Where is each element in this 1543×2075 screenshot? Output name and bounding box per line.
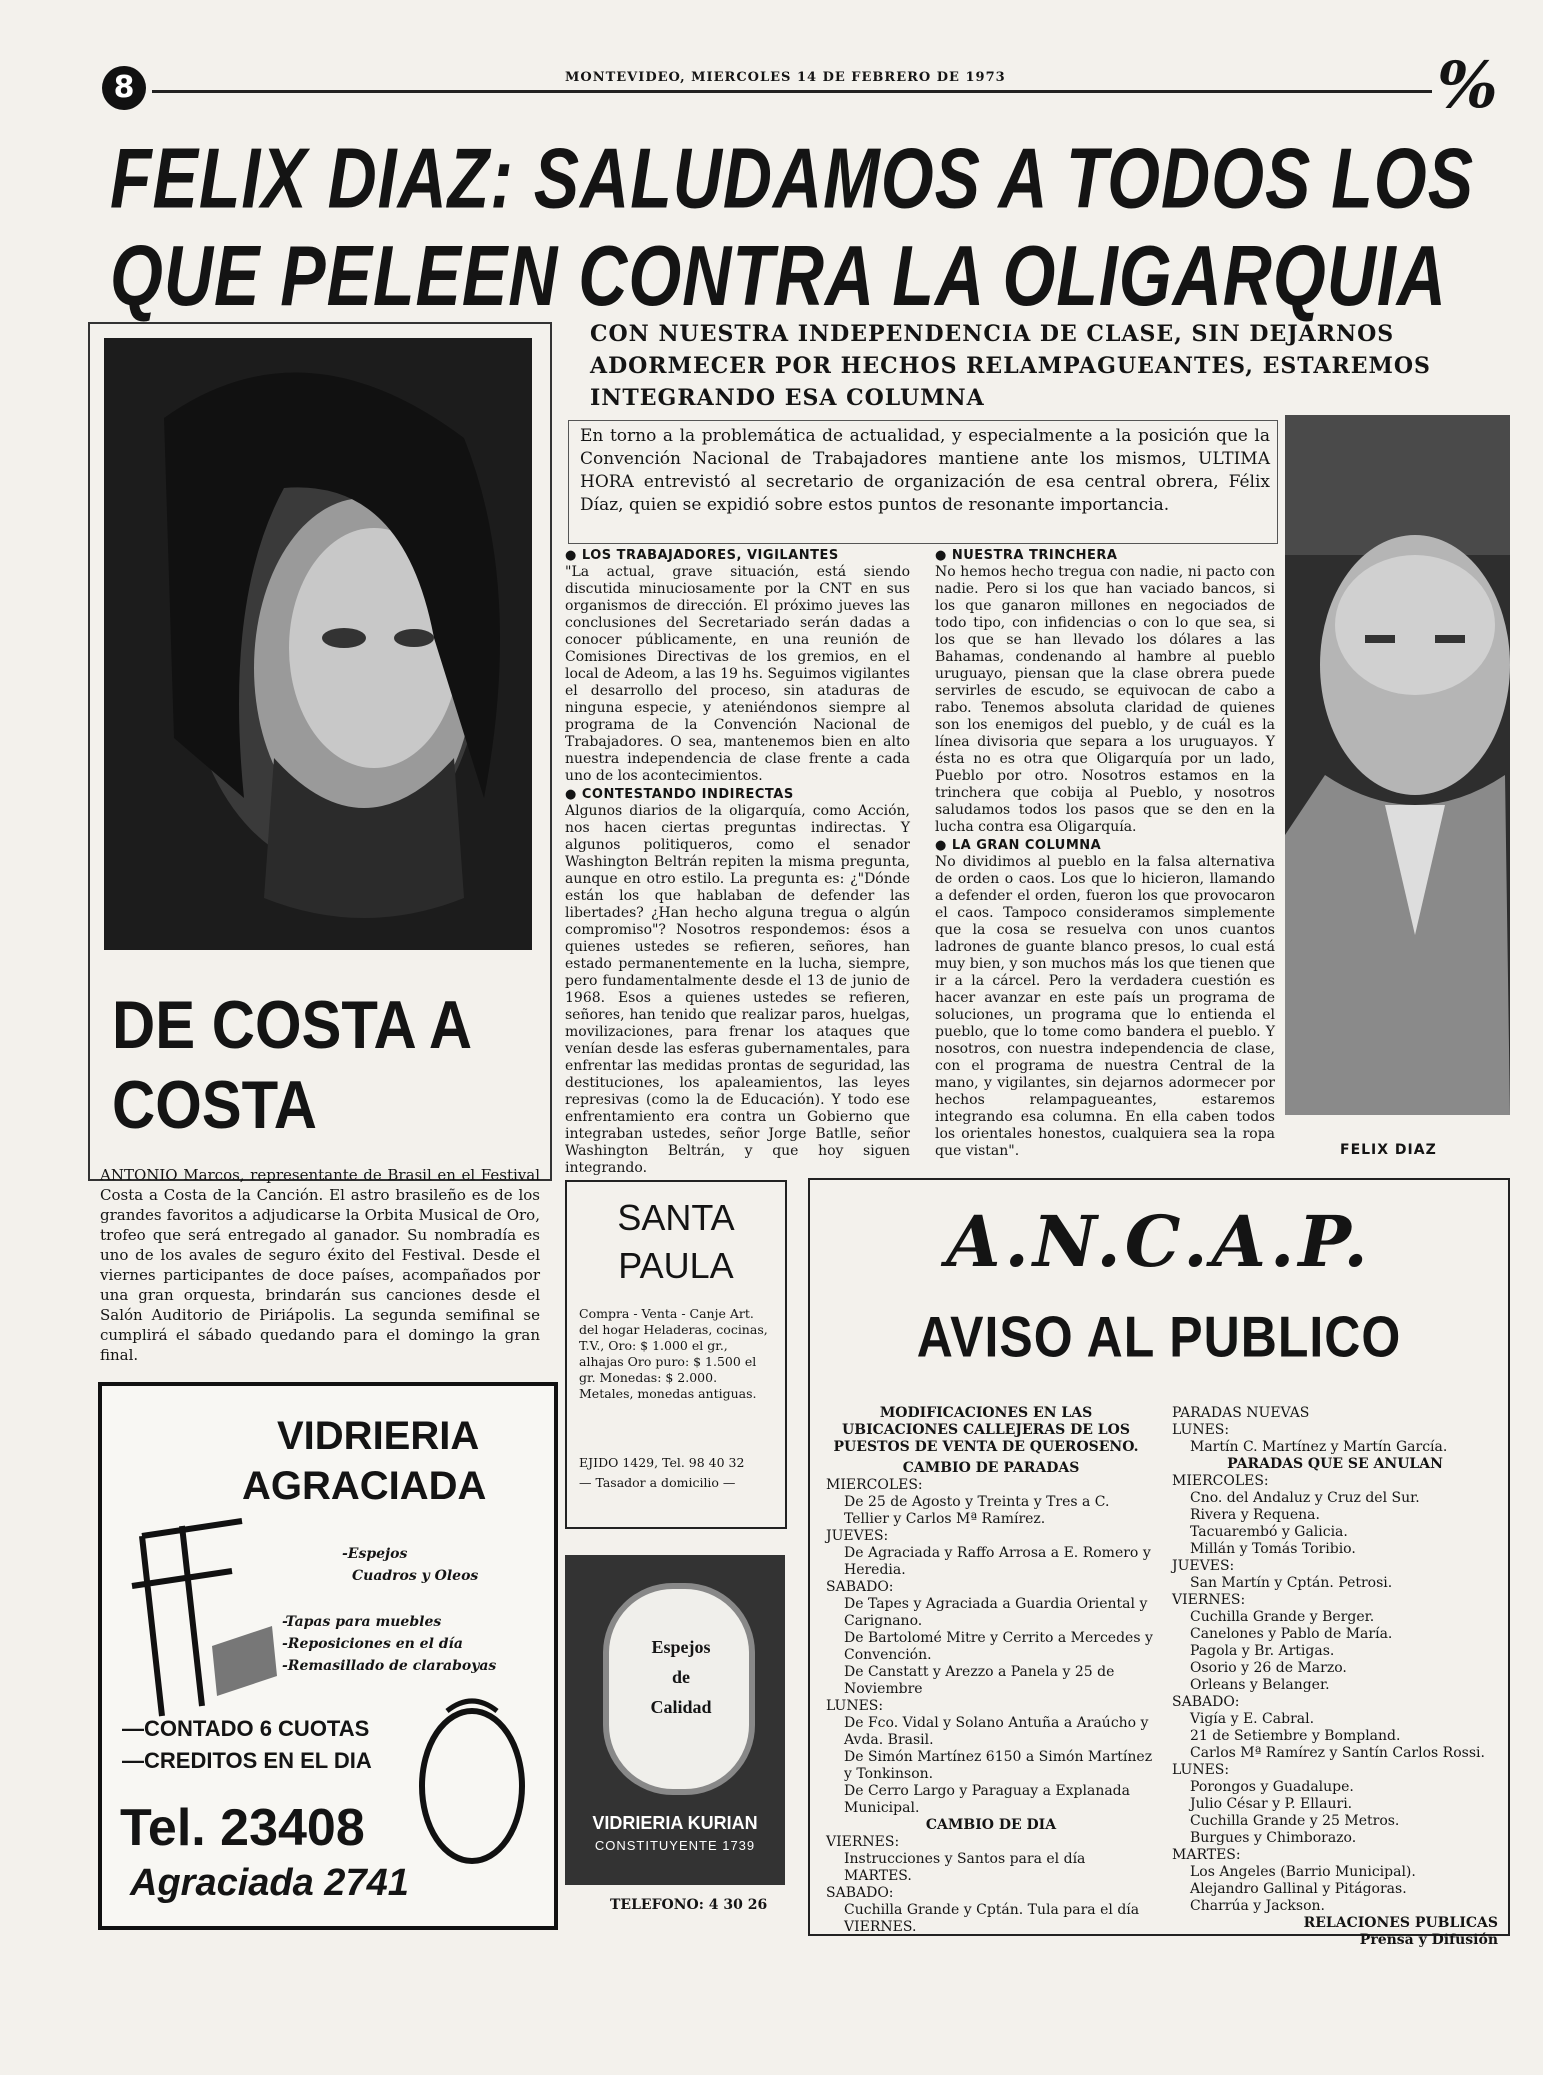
ancap-list-item: Martín C. Martínez y Martín García. [1190, 1439, 1448, 1455]
ad-kurian [565, 1555, 785, 1885]
ad-santa-paula [565, 1180, 787, 1529]
article-paragraph: No hemos hecho tregua con nadie, ni pacto con nadie. Pero si los que han vaciado bancos, si los que ganaron millones en negociados de todo tipo, con infidencias o con lo que sea, si los que se han llevado los dólares a las Bahamas, condenando al hambre al pueblo uruguayo, piensan que la clase obrera puede servirles de escudo, se equivocan de cabo a rabo. Tenemos absoluta claridad de quienes son los enemigos del pueblo, y de cuál es la línea divisoria que separa a los uruguayos. Y ésta no es otra que Oligarquía por un lado, Pueblo por otro. Nosotros estamos en la trinchera que cobija al Pueblo, y nosotros saludamos todos los pasos que se den en la lucha contra esa Oligarquía. [935, 564, 1275, 835]
ad-note: — Tasador a domicilio — [579, 1475, 736, 1490]
ancap-list-item: Pagola y Br. Artigas. [1190, 1643, 1335, 1659]
ad-text: Espejos [651, 1637, 711, 1657]
ancap-list-item: CAMBIO DE PARADAS [902, 1460, 1080, 1476]
ad-item: Cuadros y Oleos [352, 1568, 479, 1584]
dateline: MONTEVIDEO, MIERCOLES 14 DE FEBRERO DE 1973 [565, 70, 1006, 85]
article-paragraph: No dividimos al pueblo en la falsa alternativa de orden o caos. Los que lo hicieron, llamando a defender el orden, fueron los que provocaron el caos. Tampoco consideramos simplemente que la cosa se resuelva con unos cuantos ladrones de guante blanco presos, lo cual está muy bien, y son muchos más los que tienen que ir a la cárcel. Pero la verdadera cuestión es hacer avanzar en este país un programa de soluciones, un programa que lo entienda el pueblo, que lo tome como bandera el pueblo. Y nosotros, con nuestra independencia de clase, con el programa de nuestra Central de la mano, y vigilantes, sin dejarnos adormecer por hechos relampagueantes, estaremos integrando esa columna. En ella caben todos los orientales honestos, cualquiera sea la ropa que vistan". [935, 854, 1275, 1159]
costa-body: ANTONIO Marcos, representante de Brasil en el Festival Costa a Costa de la Canción. El astro brasileño es de los grandes favoritos a adjudicarse la Orbita Musical de Oro, trofeo que será entregado al ganador. Su nombradía es uno de los avales de seguro éxito del Festival. Desde el viernes participantes de doce países, acompañados por una gran orquesta, brindarán sus canciones desde el Salón Auditorio de Piriápolis. La segunda semifinal se cumplirá el sábado quedando para el domingo la gran final. [100, 1166, 540, 1364]
ancap-signature: Prensa y Difusión [1359, 1932, 1498, 1948]
ancap-list-item: JUEVES: [1172, 1558, 1235, 1574]
ancap-list-item: Cno. del Andaluz y Cruz del Sur. [1190, 1490, 1420, 1506]
mirror-frame [603, 1583, 755, 1795]
section-heading: ● LOS TRABAJADORES, VIGILANTES [565, 548, 839, 563]
article-paragraph: "La actual, grave situación, está siendo discutida minuciosamente por la CNT en sus organismos de dirección. El próximo jueves las conclusiones del Secretariado serán dadas a conocer públicamente, en una reunión de Comisiones Directivas de los gremios, en el local de Adeom, a las 19 hs. Seguimos vigilantes el desarrollo del proceso, sin ataduras de ninguna especie, y ateniéndonos siempre al programa de la Convención Nacional de Trabajadores. O sea, mantenemos bien en alto nuestra independencia de clase frente a cada uno de los acontecimientos. [565, 564, 910, 784]
ancap-list-item: Orleans y Belanger. [1190, 1677, 1330, 1693]
ad-body: Compra - Venta - Canje Art. del hogar Heladeras, cocinas, T.V., Oro: $ 1.000 el gr., alhajas Oro puro: $ 1.500 el gr. Monedas: $ 2.000. Metales, monedas antiguas. [579, 1306, 768, 1401]
ad-name: AGRACIADA [242, 1464, 487, 1508]
ancap-list-item: Los Angeles (Barrio Municipal). [1190, 1864, 1416, 1880]
lead-paragraph: En torno a la problemática de actualidad, y especialmente a la posición que la Convención Nacional de Trabajadores mantiene ante los mismos, ULTIMA HORA entrevistó al secretario de organización de esa central obrera, Félix Díaz, quien se expidió sobre estos puntos de resonante importancia. [580, 426, 1270, 515]
main-headline: FELIX DIAZ: SALUDAMOS A TODOS LOS QUE PELEEN CONTRA LA OLIGARQUIA [110, 131, 1475, 324]
ancap-list-item: JUEVES: [826, 1528, 889, 1544]
ancap-list-item: Cuchilla Grande y Cptán. Tula para el día VIERNES. [844, 1902, 1140, 1935]
ad-phone: TELEFONO: 4 30 26 [610, 1897, 768, 1913]
article-paragraph: Algunos diarios de la oligarquía, como Acción, nos hacen ciertas preguntas indirectas. Y algunos politiqueros, como el senador Washington Beltrán repiten la misma pregunta, aunque en otro estilo. La pregunta es: ¿"Dónde están los que hablaban de defender las libertades? ¿Han hecho alguna tregua o algún compromiso"? Nosotros respondemos: ésos a quienes ustedes se refieren, señores, han estado permanentemente en la lucha, siempre, pero fundamentalmente desde el 13 de junio de 1968. Esos a quienes ustedes se refieren, señores, han tenido que realizar paros, huelgas, movilizaciones, para frenar los ataques que venían desde las esferas gubernamentales, para enfrentar las medidas prontas de seguridad, las destituciones, los apaleamientos, las leyes represivas (como la de Educación). Y todo ese enfrentamiento era contra un Gobierno que integraban ustedes, señor Jorge Batlle, señor Washington Beltrán, y que hoy siguen integrando. [565, 803, 910, 1176]
ancap-list-item: Cuchilla Grande y Berger. [1190, 1609, 1375, 1625]
ancap-list-item: MIERCOLES: [826, 1477, 923, 1493]
ancap-list-item: De Tapes y Agraciada a Guardia Oriental y Carignano. [844, 1596, 1148, 1629]
ancap-list-item: LUNES: [826, 1698, 884, 1714]
ancap-list-item: SABADO: [826, 1885, 894, 1901]
photo-caption: FELIX DIAZ [1340, 1142, 1437, 1158]
ad-name: VIDRIERIA KURIAN [592, 1813, 758, 1833]
ad-name: VIDRIERIA [277, 1414, 480, 1458]
ancap-list-item: CAMBIO DE DIA [925, 1817, 1057, 1833]
felix-diaz-photo [1285, 415, 1510, 1115]
ancap-list-item: PARADAS QUE SE ANULAN [1227, 1456, 1443, 1472]
costa-title: DE COSTA A COSTA [112, 987, 470, 1143]
ad-payment: —CONTADO 6 CUOTAS [122, 1716, 370, 1741]
ad-item: -Remasillado de claraboyas [282, 1658, 497, 1674]
subheadline: CON NUESTRA INDEPENDENCIA DE CLASE, SIN DEJARNOS ADORMECER POR HECHOS RELAMPAGUEANTES, ESTAREMOS INTEGRANDO ESA COLUMNA [590, 321, 1431, 411]
ancap-list-item: Alejandro Gallinal y Pitágoras. [1190, 1881, 1407, 1897]
ancap-list-item: De Agraciada y Raffo Arrosa a E. Romero y Heredia. [844, 1545, 1151, 1578]
ad-vidrieria-agraciada [98, 1382, 558, 1930]
ad-item: -Reposiciones en el día [282, 1636, 463, 1652]
ad-text: Calidad [650, 1697, 712, 1717]
ancap-title: AVISO AL PUBLICO [916, 1304, 1402, 1370]
ancap-list-item: Tacuarembó y Galicia. [1190, 1524, 1348, 1540]
masthead-logo: % [1437, 48, 1498, 123]
ancap-list-item: VIERNES: [1172, 1592, 1246, 1608]
ancap-list-item: De 25 de Agosto y Treinta y Tres a C. Tellier y Carlos Mª Ramírez. [844, 1494, 1110, 1527]
ancap-list-item: De Bartolomé Mitre y Cerrito a Mercedes y Convención. [844, 1630, 1153, 1663]
ancap-list-item: Porongos y Guadalupe. [1190, 1779, 1354, 1795]
ancap-list-item: MIERCOLES: [1172, 1473, 1269, 1489]
section-heading: ● LA GRAN COLUMNA [935, 838, 1102, 853]
portrait-photo [104, 338, 532, 950]
ad-phone: Tel. 23408 [120, 1799, 365, 1857]
ancap-list-item: LUNES: [1172, 1422, 1230, 1438]
ancap-list-item: De Canstatt y Arezzo a Panela y 25 de Noviembre [844, 1664, 1115, 1697]
header-rule [152, 90, 1432, 93]
ancap-list-item: De Cerro Largo y Paraguay a Explanada Municipal. [844, 1783, 1130, 1816]
ancap-list-item: De Fco. Vidal y Solano Antuña a Araúcho y Avda. Brasil. [844, 1715, 1149, 1748]
ancap-list-item: Vigía y E. Cabral. [1190, 1711, 1315, 1727]
ancap-list-item: Millán y Tomás Toribio. [1190, 1541, 1356, 1557]
ancap-list-item: 21 de Setiembre y Bompland. [1190, 1728, 1401, 1744]
ancap-signature: RELACIONES PUBLICAS [1303, 1915, 1498, 1931]
ancap-list-item: SABADO: [1172, 1694, 1240, 1710]
ancap-left-column [826, 1460, 1156, 1936]
ancap-list-item: Canelones y Pablo de María. [1190, 1626, 1393, 1642]
ancap-list-item: San Martín y Cptán. Petrosi. [1190, 1575, 1393, 1591]
ancap-list-item: Julio César y P. Ellauri. [1190, 1796, 1353, 1812]
ad-item: -Espejos [342, 1546, 408, 1562]
ancap-list-item: Burgues y Chimborazo. [1190, 1830, 1357, 1846]
ad-address: EJIDO 1429, Tel. 98 40 32 [579, 1455, 745, 1470]
ad-name: SANTA PAULA [617, 1197, 735, 1286]
window-frame-illustration [122, 1516, 282, 1726]
ancap-list-item: PARADAS NUEVAS [1172, 1405, 1310, 1421]
section-heading: ● NUESTRA TRINCHERA [935, 548, 1118, 563]
ancap-list-item: LUNES: [1172, 1762, 1230, 1778]
article-column-2 [935, 548, 1275, 1159]
ancap-right-column [1172, 1405, 1498, 1949]
ancap-list-item: De Simón Martínez 6150 a Simón Martínez y Tonkinson. [844, 1749, 1153, 1782]
ad-address: CONSTITUYENTE 1739 [594, 1838, 756, 1853]
ancap-list-item: Osorio y 26 de Marzo. [1190, 1660, 1347, 1676]
section-heading: ● CONTESTANDO INDIRECTAS [565, 787, 794, 802]
ancap-list-item: Rivera y Requena. [1190, 1507, 1320, 1523]
ad-item: -Tapas para muebles [282, 1614, 442, 1630]
mirror-illustration [407, 1691, 537, 1871]
ancap-list-item: Charrúa y Jackson. [1190, 1898, 1325, 1914]
ancap-logo: A.N.C.A.P. [946, 1200, 1372, 1283]
ancap-list-item: VIERNES: [826, 1834, 900, 1850]
page-number: 8 [102, 66, 146, 110]
ad-text: de [672, 1667, 690, 1687]
ancap-list-item: MARTES: [1172, 1847, 1241, 1863]
ancap-list-item: Carlos Mª Ramírez y Santín Carlos Rossi. [1190, 1745, 1485, 1761]
ad-address: Agraciada 2741 [130, 1862, 409, 1904]
ad-payment: —CREDITOS EN EL DIA [122, 1748, 372, 1773]
ad-ancap [808, 1178, 1510, 1948]
ancap-list-item: Cuchilla Grande y 25 Metros. [1190, 1813, 1400, 1829]
article-column-1 [565, 548, 910, 1176]
ancap-list-item: Instrucciones y Santos para el día MARTES. [844, 1851, 1086, 1884]
ancap-intro: MODIFICACIONES EN LAS UBICACIONES CALLEJERAS DE LOS PUESTOS DE VENTA DE QUEROSENO. [833, 1405, 1139, 1455]
ancap-list-item: SABADO: [826, 1579, 894, 1595]
